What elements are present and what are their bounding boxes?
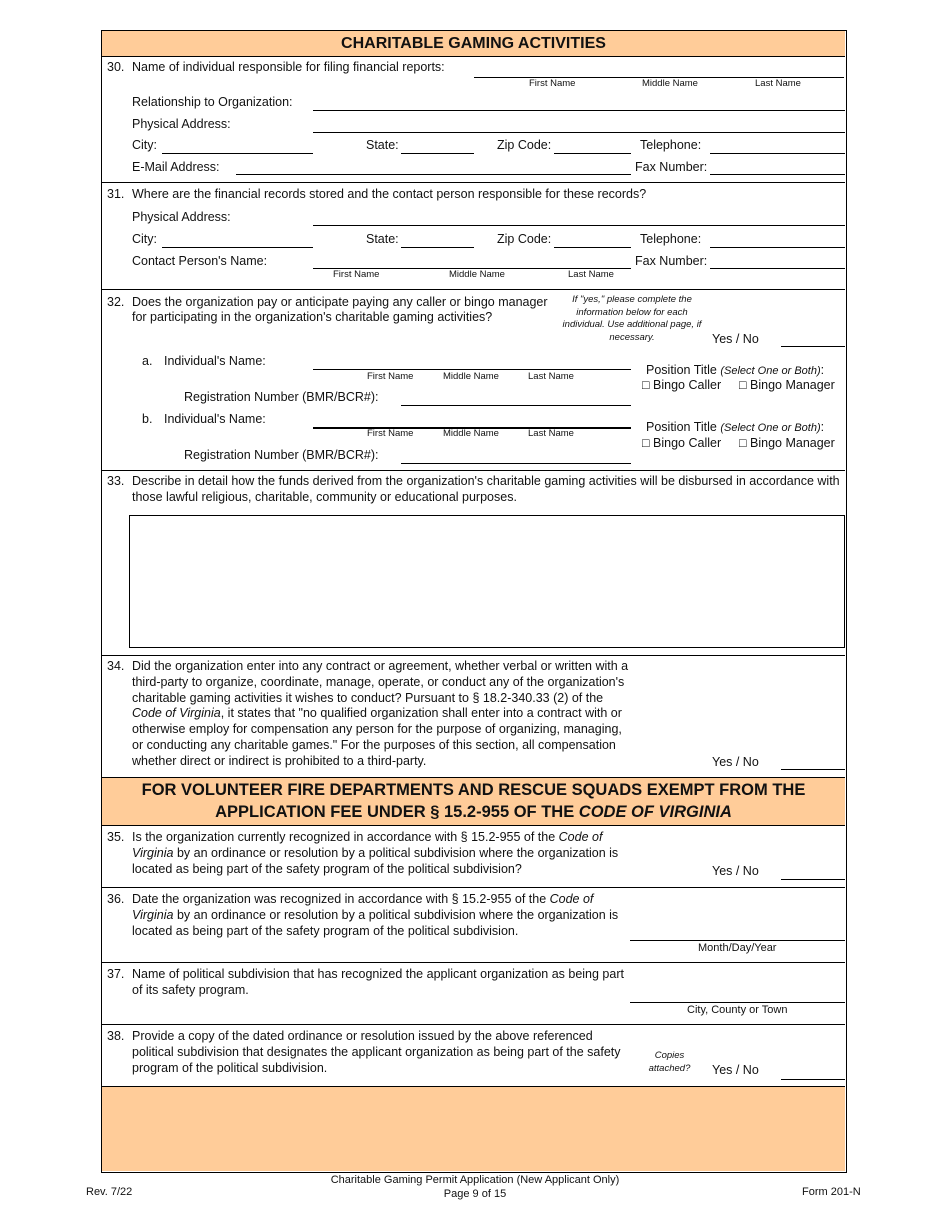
- q34-line-7: whether direct or indirect is prohibited to a third-party.: [132, 753, 427, 768]
- q30-first-name-label: First Name: [529, 78, 576, 89]
- q31-zip-label: Zip Code:: [497, 232, 552, 246]
- q32b-registration-field[interactable]: [401, 463, 631, 464]
- q31-last-name-label: Last Name: [568, 269, 614, 280]
- q34-text: [132, 659, 628, 770]
- volunteer-header-prefix: APPLICATION FEE UNDER § 15.2-955 OF THE: [215, 803, 579, 821]
- q32a-last-name-label: Last Name: [528, 371, 574, 382]
- q36-line-2-code: Virginia: [132, 907, 174, 922]
- q32a-bingo-caller-checkbox[interactable]: □ Bingo Caller: [642, 378, 722, 392]
- section-header-title: CHARITABLE GAMING ACTIVITIES: [341, 35, 606, 52]
- q33-description-textarea[interactable]: [129, 515, 845, 648]
- q38-yes-no[interactable]: Yes / No: [712, 1063, 759, 1077]
- q32-number: 32.: [107, 295, 125, 309]
- q31-first-name-label: First Name: [333, 269, 380, 280]
- q31-zip-field[interactable]: [554, 247, 631, 248]
- q34-code-ref: Code of Virginia: [132, 706, 221, 721]
- q30-state-field[interactable]: [401, 153, 474, 154]
- q30-telephone-label: Telephone:: [640, 138, 702, 152]
- q31-city-field[interactable]: [162, 247, 313, 248]
- q34-line-4: [132, 706, 628, 722]
- q32a-middle-name-label: Middle Name: [443, 371, 499, 382]
- q32b-position-title-text: Position Title: [646, 420, 717, 434]
- q31-address-label: Physical Address:: [132, 210, 231, 224]
- q32-yes-note: If "yes," please complete the information below for each individual. Use additional page, if necessary.: [562, 294, 702, 343]
- q35-text: [132, 830, 618, 877]
- q32a-name-label: Individual's Name:: [164, 354, 266, 368]
- q36-number: 36.: [107, 892, 125, 906]
- q32a-position-title-text: Position Title: [646, 363, 717, 377]
- q32b-first-name-label: First Name: [367, 428, 414, 439]
- footer-revision: Rev. 7/22: [86, 1186, 133, 1198]
- q32b-bingo-manager-checkbox[interactable]: □ Bingo Manager: [739, 436, 835, 450]
- q31-fax-field[interactable]: [710, 268, 845, 269]
- q31-address-field[interactable]: [313, 225, 845, 226]
- q32a-registration-label: Registration Number (BMR/BCR#):: [184, 390, 379, 404]
- divider: [102, 962, 845, 963]
- q32b-label: b.: [142, 412, 153, 426]
- q32a-registration-field[interactable]: [401, 405, 631, 406]
- q34-answer-field[interactable]: [781, 769, 845, 770]
- q30-email-label: E-Mail Address:: [132, 160, 220, 174]
- q36-text: [132, 892, 618, 939]
- q30-number: 30.: [107, 60, 125, 74]
- q30-address-field[interactable]: [313, 132, 845, 133]
- q30-city-field[interactable]: [162, 153, 313, 154]
- q32b-middle-name-label: Middle Name: [443, 428, 499, 439]
- q32b-position-hint: (Select One or Both): [720, 422, 821, 434]
- q35-line-2: [132, 846, 618, 862]
- q36-date-field[interactable]: [630, 940, 845, 941]
- q37-line-2: of its safety program.: [132, 982, 249, 997]
- q35-line-3: located as being part of the safety program of the political subdivision?: [132, 861, 522, 876]
- q34-line-1: Did the organization enter into any contract or agreement, whether verbal or written with a: [132, 659, 629, 673]
- q34-line-3: charitable gaming activities it wishes to conduct? Pursuant to § 18.2-340.33 (2) of the: [132, 690, 604, 705]
- q32a-bingo-manager-checkbox[interactable]: □ Bingo Manager: [739, 378, 835, 392]
- q35-line-1: [132, 830, 618, 846]
- q31-middle-name-label: Middle Name: [449, 269, 505, 280]
- divider: [102, 470, 845, 471]
- q33-text-line2: those lawful religious, charitable, community or educational purposes.: [132, 490, 517, 504]
- q38-number: 38.: [107, 1029, 125, 1043]
- q32a-position-hint: (Select One or Both): [720, 365, 821, 377]
- volunteer-header-code: CODE OF VIRGINIA: [578, 803, 732, 821]
- q32a-first-name-label: First Name: [367, 371, 414, 382]
- q31-city-label: City:: [132, 232, 157, 246]
- q30-zip-field[interactable]: [554, 153, 631, 154]
- q36-line-1: [132, 892, 618, 908]
- q31-contact-label: Contact Person's Name:: [132, 254, 268, 268]
- q38-text: [132, 1029, 621, 1076]
- footer-title: Charitable Gaming Permit Application (New Applicant Only): [330, 1174, 620, 1186]
- q32a-position-colon: :: [820, 363, 825, 377]
- q30-text: Name of individual responsible for filing financial reports:: [132, 60, 445, 74]
- q36-line-2: [132, 908, 618, 924]
- divider: [102, 887, 845, 888]
- q38-answer-field[interactable]: [781, 1079, 845, 1080]
- q32b-last-name-label: Last Name: [528, 428, 574, 439]
- q31-telephone-label: Telephone:: [640, 232, 702, 246]
- q38-line-2: political subdivision that designates the applicant organization as being part of the safety: [132, 1044, 621, 1059]
- section-header-bar: [102, 31, 845, 56]
- q37-number: 37.: [107, 967, 125, 981]
- q36-line-3: located as being part of the safety program of the political subdivision.: [132, 923, 519, 938]
- q30-relationship-label: Relationship to Organization:: [132, 95, 293, 109]
- q33-number: 33.: [107, 474, 125, 488]
- q30-email-field[interactable]: [236, 174, 631, 175]
- q32b-registration-label: Registration Number (BMR/BCR#):: [184, 448, 379, 462]
- q30-telephone-field[interactable]: [710, 153, 845, 154]
- q31-state-label: State:: [366, 232, 399, 246]
- q32b-name-label: Individual's Name:: [164, 412, 266, 426]
- q32b-position-colon: :: [820, 420, 825, 434]
- q34-line-4-rest: , it states that "no qualified organization shall enter into a contract with or: [220, 706, 622, 721]
- q38-line-3: program of the political subdivision.: [132, 1060, 328, 1075]
- q34-number: 34.: [107, 659, 125, 673]
- q30-fax-field[interactable]: [710, 174, 845, 175]
- q31-fax-label: Fax Number:: [635, 254, 708, 268]
- q31-number: 31.: [107, 187, 125, 201]
- footer-page-number: Page 9 of 15: [443, 1188, 507, 1200]
- volunteer-header-line1: FOR VOLUNTEER FIRE DEPARTMENTS AND RESCUE SQUADS EXEMPT FROM THE: [141, 781, 806, 799]
- q32a-label: a.: [142, 354, 153, 368]
- bottom-fill-area: [102, 1087, 845, 1171]
- q32-text-line2: for participating in the organization's charitable gaming activities?: [132, 310, 493, 324]
- q30-zip-label: Zip Code:: [497, 138, 552, 152]
- q35-line-2-rest: by an ordinance or resolution by a political subdivision where the organization is: [173, 845, 619, 860]
- q32-answer-field[interactable]: [781, 346, 845, 347]
- q32-yes-no[interactable]: Yes / No: [712, 332, 759, 346]
- q30-city-label: City:: [132, 138, 157, 152]
- q32a-position-title: [646, 363, 824, 377]
- divider: [102, 655, 845, 656]
- q36-line-2-rest: by an ordinance or resolution by a political subdivision where the organization is: [173, 907, 619, 922]
- q37-locality-field[interactable]: [630, 1002, 845, 1003]
- q34-yes-no[interactable]: Yes / No: [712, 755, 759, 769]
- q36-line-1-code: Code of: [549, 892, 594, 906]
- q34-line-6: or conducting any charitable games." For the purposes of this section, all compensation: [132, 737, 616, 752]
- q30-last-name-label: Last Name: [755, 78, 801, 89]
- q38-copies-note: Copies attached?: [648, 1050, 691, 1074]
- q30-state-label: State:: [366, 138, 399, 152]
- q35-answer-field[interactable]: [781, 879, 845, 880]
- q30-fax-label: Fax Number:: [635, 160, 708, 174]
- q31-state-field[interactable]: [401, 247, 474, 248]
- q36-date-label: Month/Day/Year: [698, 942, 777, 954]
- q38-line-1: Provide a copy of the dated ordinance or resolution issued by the above referenced: [132, 1029, 593, 1043]
- q36-line-1-prefix: Date the organization was recognized in accordance with § 15.2-955 of the: [132, 892, 550, 906]
- footer-form-number: Form 201-N: [802, 1186, 861, 1198]
- q35-yes-no[interactable]: Yes / No: [712, 864, 759, 878]
- q35-line-1-code: Code of: [558, 830, 603, 844]
- q30-relationship-field[interactable]: [313, 110, 845, 111]
- q32b-bingo-caller-checkbox[interactable]: □ Bingo Caller: [642, 436, 722, 450]
- divider: [102, 825, 845, 826]
- q30-middle-name-label: Middle Name: [642, 78, 698, 89]
- q33-text-line1: Describe in detail how the funds derived from the organization's charitable gaming activities will be disbursed in accordance with: [132, 474, 840, 488]
- volunteer-header-line2: [102, 803, 845, 822]
- volunteer-header-bar: [102, 778, 845, 825]
- q37-line-1: Name of political subdivision that has recognized the applicant organization as being part: [132, 967, 624, 981]
- q31-text: Where are the financial records stored and the contact person responsible for these records?: [132, 187, 647, 201]
- q31-telephone-field[interactable]: [710, 247, 845, 248]
- q35-line-1-prefix: Is the organization currently recognized in accordance with § 15.2-955 of the: [132, 830, 559, 844]
- permit-form-page: [101, 30, 847, 1173]
- divider: [102, 289, 845, 290]
- q37-locality-label: City, County or Town: [687, 1004, 788, 1016]
- q35-line-2-code: Virginia: [132, 845, 174, 860]
- q32b-position-title: [646, 420, 824, 434]
- divider: [102, 56, 845, 57]
- q32-text-line1: Does the organization pay or anticipate paying any caller or bingo manager: [132, 295, 548, 309]
- divider: [102, 182, 845, 183]
- divider: [102, 1024, 845, 1025]
- q32a-name-field[interactable]: [313, 369, 631, 370]
- q30-address-label: Physical Address:: [132, 117, 231, 131]
- q37-text: [132, 967, 624, 999]
- q34-line-2: third-party to organize, coordinate, manage, operate, or conduct any of the organization's: [132, 674, 625, 689]
- q35-number: 35.: [107, 830, 125, 844]
- q34-line-5: otherwise employ for compensation any person for the purpose of organizing, managing,: [132, 722, 622, 737]
